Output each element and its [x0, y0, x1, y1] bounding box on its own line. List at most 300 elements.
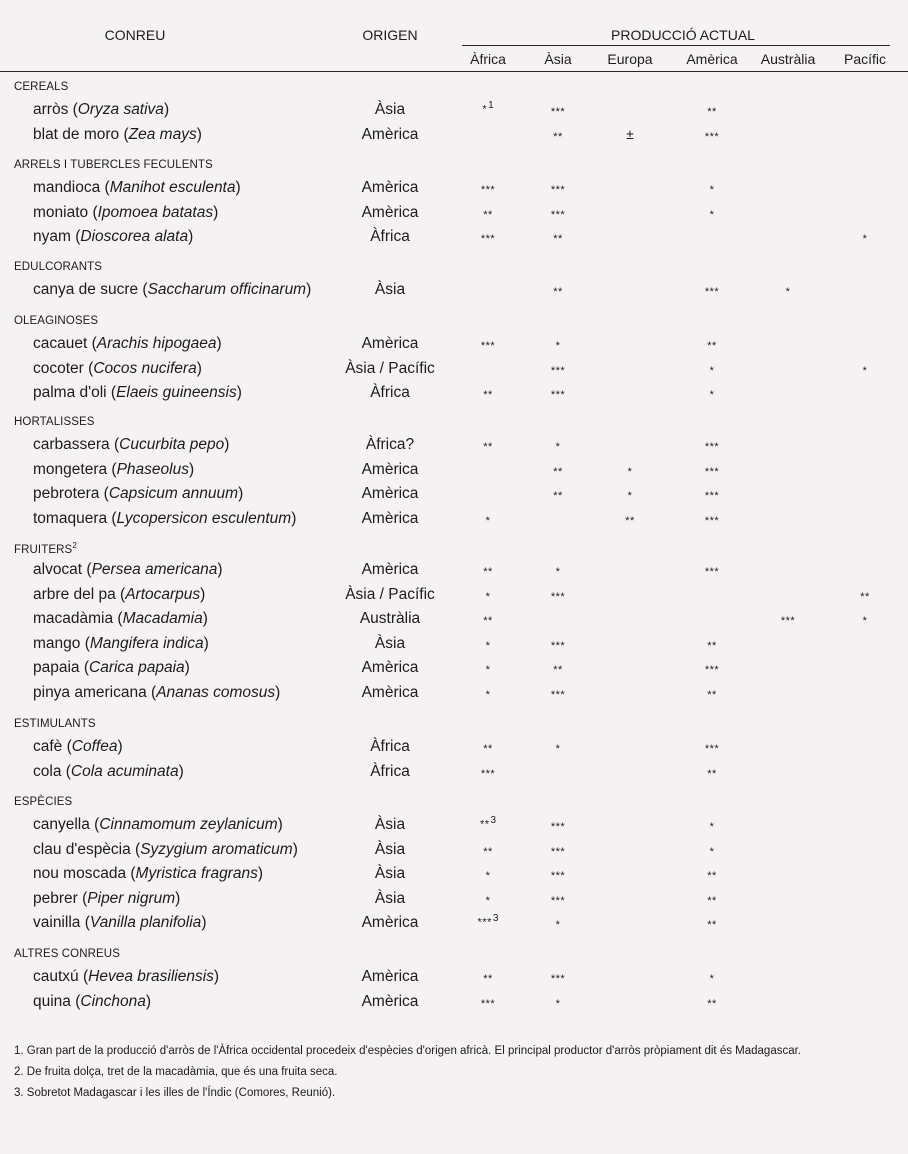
section-name: ESTIMULANTS: [14, 718, 96, 730]
production-rating: [626, 126, 634, 142]
crop-latin-name: Cinchona: [80, 992, 146, 1010]
rating-stars: *: [627, 465, 633, 478]
rating-stars: ***: [550, 208, 566, 221]
header-subrule: [462, 45, 890, 46]
production-rating: [483, 615, 493, 627]
crop-name: cocoter (Cocos nucifera): [33, 359, 202, 377]
crop-latin-name: Lycopersicon esculentum: [116, 509, 292, 527]
rating-stars: **: [483, 566, 493, 578]
production-rating: [556, 998, 561, 1010]
production-rating: [486, 664, 491, 676]
rating-stars: **: [707, 919, 717, 931]
crop-latin-name: Zea mays: [128, 125, 197, 143]
production-rating: [486, 895, 491, 907]
section-name: EDULCORANTS: [14, 261, 103, 273]
rating-stars: *: [709, 973, 715, 985]
crop-name: pinya americana (Ananas comosus): [33, 683, 281, 701]
crop-origin: Àsia: [374, 101, 406, 118]
production-rating: [551, 689, 565, 701]
crop-latin-name: Coffea: [71, 738, 118, 755]
footnote-1: 1. Gran part de la producció d'arròs de l'Àfrica occidental procedeix d'espècies d'origen africà. El principal productor d'arròs pròpiament dit és Madagascar.: [14, 1045, 802, 1057]
production-rating: [705, 515, 719, 527]
crop-origin: Àsia / Pacífic: [345, 585, 435, 603]
rating-stars: **: [553, 465, 563, 478]
rating-stars: **: [860, 590, 870, 603]
crop-common-name: cacauet: [33, 335, 88, 352]
production-rating: [860, 591, 870, 603]
crop-origin: Àfrica: [370, 738, 410, 755]
section-name: ARRELS I TUBERCLES FECULENTS: [14, 159, 213, 171]
crop-common-name: tomaquera: [33, 509, 108, 527]
rating-stars: ***: [704, 743, 720, 755]
production-rating: [553, 286, 563, 298]
crop-name: canyella (Cinnamomum zeylanicum): [33, 816, 283, 833]
section-name: ESPÈCIES: [14, 796, 73, 808]
crop-origin: Amèrica: [361, 659, 419, 676]
crop-origin: Amèrica: [361, 125, 419, 143]
rating-stars: *: [709, 364, 715, 377]
crop-latin-name: Saccharum officinarum: [147, 281, 307, 298]
production-rating: [481, 768, 495, 780]
crop-origin: Amèrica: [361, 335, 419, 352]
production-rating: [553, 466, 563, 478]
production-rating: [628, 490, 633, 502]
production-rating: [553, 233, 563, 245]
crop-common-name: clau d'espècia: [33, 840, 131, 858]
production-rating: [625, 515, 635, 527]
header-region-europa: Europa: [607, 51, 653, 67]
production-rating: [710, 389, 715, 401]
crop-latin-name: Ananas comosus: [156, 683, 276, 701]
production-rating: [705, 490, 719, 502]
production-rating: [553, 131, 563, 143]
crop-latin-name: Persea americana: [91, 561, 218, 578]
crop-latin-name: Hevea brasiliensis: [88, 968, 214, 985]
crop-origin: Amèrica: [361, 509, 419, 527]
crop-origin: Àsia / Pacífic: [345, 359, 435, 377]
crop-common-name: nyam: [33, 228, 71, 245]
rating-stars: **: [707, 340, 717, 352]
rating-stars: *: [709, 845, 715, 858]
rating-stars: **: [483, 441, 493, 453]
production-rating: [707, 895, 717, 907]
section-name: CEREALS: [14, 81, 69, 93]
rating-stars: ***: [550, 639, 566, 652]
production-rating: [551, 106, 565, 118]
crop-name: arròs (Oryza sativa): [33, 101, 170, 118]
crop-origin: Àsia: [374, 816, 406, 833]
rating-stars: ***: [550, 364, 566, 377]
production-rating: [863, 365, 868, 377]
production-rating: [551, 184, 565, 196]
rating-stars: ***: [550, 590, 566, 603]
crop-name: carbassera (Cucurbita pepo): [33, 436, 230, 453]
rating-stars: *: [485, 688, 491, 701]
crop-latin-name: Dioscorea alata: [80, 228, 189, 245]
crop-latin-name: Vanilla planifolia: [89, 914, 202, 931]
crop-common-name: cocoter: [33, 359, 84, 377]
crop-origin: Amèrica: [361, 992, 419, 1010]
production-rating: [551, 209, 565, 221]
crop-origin: Amèrica: [361, 203, 419, 221]
production-rating: [551, 365, 565, 377]
rating-stars: ***: [704, 130, 720, 143]
crop-name: nyam (Dioscorea alata): [33, 228, 194, 245]
section-label: [14, 315, 98, 327]
crop-latin-name: Oryza sativa: [77, 101, 164, 118]
production-rating: [710, 821, 715, 833]
crop-name: canya de sucre (Saccharum officinarum): [33, 281, 312, 298]
production-rating: [705, 566, 719, 578]
production-rating: [483, 389, 493, 401]
crop-origin: Àfrica: [370, 384, 410, 401]
crop-common-name: cautxú: [33, 968, 79, 985]
rating-stars: ***: [704, 286, 720, 298]
section-label: [14, 159, 213, 171]
section-label: [14, 948, 120, 960]
crop-latin-name: Elaeis guineensis: [116, 384, 237, 401]
production-rating: [551, 640, 565, 652]
crop-latin-name: Syzygium aromaticum: [140, 840, 293, 858]
rating-stars: ***: [550, 184, 566, 196]
production-rating: [481, 184, 495, 196]
rating-stars: *: [555, 566, 561, 578]
crop-latin-name: Manihot esculenta: [109, 179, 236, 196]
header-rule: [0, 71, 908, 72]
rating-stars: ***: [704, 514, 720, 527]
section-label: [14, 81, 68, 93]
production-rating: [556, 566, 561, 578]
section-label: [14, 541, 77, 556]
production-rating: [486, 515, 491, 527]
production-rating: [551, 591, 565, 603]
section-name: HORTALISSES: [14, 416, 95, 428]
rating-stars: **: [625, 514, 635, 527]
production-rating: [486, 640, 491, 652]
crop-common-name: alvocat: [33, 561, 83, 578]
production-rating: [556, 441, 561, 453]
rating-stars: **: [483, 973, 493, 985]
rating-stars: **: [553, 130, 563, 143]
rating-stars: *: [485, 514, 491, 527]
crop-name: macadàmia (Macadamia): [33, 610, 208, 627]
production-rating: [556, 919, 561, 931]
crop-latin-name: Ipomoea batatas: [97, 203, 214, 221]
rating-stars: *: [627, 490, 633, 502]
crop-name: quina (Cinchona): [33, 992, 152, 1010]
production-rating: [556, 340, 561, 352]
crop-latin-name: Carica papaia: [89, 659, 185, 676]
crop-common-name: carbassera: [33, 436, 110, 453]
rating-stars: *: [709, 184, 715, 196]
crop-origin: Amèrica: [361, 485, 419, 502]
production-rating: [482, 100, 493, 116]
production-rating: [707, 340, 717, 352]
footnote-ref: 2: [72, 541, 77, 550]
crop-common-name: macadàmia: [33, 610, 114, 627]
rating-stars: ***: [704, 566, 720, 578]
crop-latin-name: Cinnamomum zeylanicum: [99, 816, 278, 833]
crop-name: mango (Mangifera indica): [33, 634, 209, 652]
crop-common-name: cola: [33, 762, 62, 780]
production-rating: [483, 441, 493, 453]
crop-origin: Amèrica: [361, 683, 419, 701]
rating-stars: ***: [480, 997, 496, 1010]
crop-latin-name: Piper nigrum: [87, 889, 176, 907]
rating-stars: **: [553, 490, 563, 502]
production-rating: [551, 821, 565, 833]
header-region-africa: Àfrica: [470, 51, 506, 67]
rating-stars: ***: [704, 664, 720, 676]
crop-name: papaia (Carica papaia): [33, 659, 190, 676]
rating-stars: **: [483, 208, 493, 221]
rating-stars: ***: [480, 767, 496, 780]
crop-common-name: cafè: [33, 738, 63, 755]
rating-stars: **: [707, 106, 717, 118]
crop-name: cafè (Coffea): [33, 738, 123, 755]
production-rating: [707, 919, 717, 931]
crop-common-name: nou moscada: [33, 865, 127, 882]
production-rating: [863, 233, 868, 245]
header-region-asia: Àsia: [544, 51, 572, 67]
crop-common-name: palma d'oli: [33, 384, 107, 401]
production-rating: [705, 286, 719, 298]
production-rating: [551, 973, 565, 985]
production-rating: [705, 743, 719, 755]
production-rating: [553, 664, 563, 676]
crop-origin: Àsia: [374, 634, 406, 652]
footnote-3: 3. Sobretot Madagascar i les illes de l'Índic (Comores, Reunió).: [14, 1087, 336, 1099]
crop-origin: Amèrica: [361, 914, 419, 931]
production-rating: [710, 973, 715, 985]
crop-latin-name: Artocarpus: [125, 585, 201, 603]
crop-name: tomaquera (Lycopersicon esculentum): [33, 509, 297, 527]
production-rating: [483, 209, 493, 221]
header-produccio: PRODUCCIÓ ACTUAL: [611, 27, 755, 43]
rating-stars: **: [483, 389, 493, 401]
production-rating: [483, 846, 493, 858]
production-rating: [551, 870, 565, 882]
footnote-ref: 3: [492, 913, 499, 924]
rating-stars: **: [707, 870, 717, 882]
crop-origin: Amèrica: [361, 968, 419, 985]
production-rating: [705, 131, 719, 143]
rating-stars: ***: [550, 106, 566, 118]
crop-origin: Amèrica: [361, 179, 419, 196]
crop-latin-name: Capsicum annuum: [108, 485, 239, 502]
footnote-ref: 1: [488, 100, 494, 111]
rating-stars: *: [485, 639, 491, 652]
rating-stars: *: [862, 233, 868, 245]
crop-common-name: mandioca: [33, 179, 101, 196]
crop-name: palma d'oli (Elaeis guineensis): [33, 384, 242, 401]
rating-stars: **: [483, 615, 493, 627]
crop-name: pebrer (Piper nigrum): [33, 889, 181, 907]
crop-common-name: quina: [33, 992, 71, 1010]
production-rating: [707, 870, 717, 882]
crop-common-name: arbre del pa: [33, 585, 116, 603]
rating-stars: ***: [550, 389, 566, 401]
rating-stars: *: [862, 364, 868, 377]
rating-stars: *: [555, 997, 561, 1010]
rating-stars: *: [785, 286, 791, 298]
rating-stars: **: [553, 664, 563, 676]
crop-origin: Àsia: [374, 281, 406, 298]
crop-latin-name: Mangifera indica: [89, 634, 204, 652]
crop-origin: Àfrica: [370, 762, 410, 780]
rating-stars: ***: [704, 465, 720, 478]
crop-latin-name: Phaseolus: [116, 460, 189, 478]
crop-common-name: arròs: [33, 101, 69, 118]
rating-stars: ***: [780, 615, 796, 627]
crop-name: vainilla (Vanilla planifolia): [33, 914, 207, 931]
crop-name: nou moscada (Myristica fragrans): [33, 865, 264, 882]
crop-common-name: vainilla: [33, 914, 81, 931]
section-label: [14, 261, 102, 273]
production-rating: [551, 895, 565, 907]
production-rating: [486, 689, 491, 701]
production-rating: [710, 209, 715, 221]
production-rating: [486, 591, 491, 603]
crop-name: mongetera (Phaseolus): [33, 460, 195, 478]
crop-name: pebrotera (Capsicum annuum): [33, 485, 244, 502]
production-rating: [478, 913, 499, 929]
crop-common-name: moniato: [33, 203, 89, 221]
rating-stars: ***: [704, 441, 720, 453]
section-name: FRUITERS: [14, 543, 73, 556]
production-rating: [556, 743, 561, 755]
crop-name: moniato (Ipomoea batatas): [33, 203, 219, 221]
rating-stars: **: [707, 894, 717, 907]
production-rating: [481, 998, 495, 1010]
header-region-america: Amèrica: [686, 51, 738, 67]
production-rating: [710, 846, 715, 858]
rating-stars: ***: [550, 688, 566, 701]
section-name: OLEAGINOSES: [14, 315, 99, 327]
crop-common-name: canyella: [33, 816, 90, 833]
rating-stars: **: [707, 688, 717, 701]
production-rating: [705, 441, 719, 453]
crop-latin-name: Arachis hipogaea: [96, 335, 217, 352]
rating-stars: **: [479, 818, 490, 831]
header-conreu: CONREU: [104, 27, 166, 43]
production-rating: [705, 466, 719, 478]
section-label: [14, 718, 96, 730]
footnote-ref: 3: [490, 815, 497, 826]
rating-stars: **: [553, 286, 563, 298]
production-rating: [707, 106, 717, 118]
rating-stars: ***: [477, 916, 492, 929]
section-label: [14, 416, 95, 428]
rating-stars: ***: [480, 233, 496, 245]
crop-latin-name: Cucurbita pepo: [119, 436, 225, 453]
crop-common-name: pinya americana: [33, 683, 147, 701]
crop-origin: Amèrica: [361, 460, 419, 478]
rating-stars: *: [555, 340, 561, 352]
rating-stars: ***: [550, 845, 566, 858]
rating-stars: **: [707, 639, 717, 652]
production-rating: [553, 490, 563, 502]
header-region-australia: Austràlia: [760, 51, 816, 67]
rating-stars: *: [862, 615, 868, 627]
production-rating: [707, 998, 717, 1010]
section-label: [14, 796, 72, 808]
rating-stars: *: [485, 870, 491, 882]
crop-common-name: blat de moro: [33, 125, 120, 143]
crop-origin: Àfrica?: [365, 436, 415, 453]
rating-stars: *: [555, 441, 561, 453]
rating-stars: **: [483, 845, 493, 858]
crop-name: blat de moro (Zea mays): [33, 125, 202, 143]
crop-origin: Àfrica: [370, 228, 410, 245]
production-rating: [483, 743, 493, 755]
crop-latin-name: Cola acuminata: [70, 762, 179, 780]
header-origen: ORIGEN: [362, 27, 418, 43]
rating-stars: *: [709, 389, 715, 401]
crop-common-name: pebrer: [33, 889, 78, 907]
header-region-pacific: Pacífic: [843, 51, 887, 67]
rating-stars: **: [707, 997, 717, 1010]
production-rating: [480, 815, 496, 831]
section-name: ALTRES CONREUS: [14, 948, 120, 960]
rating-stars: ***: [480, 340, 496, 352]
crop-common-name: pebrotera: [33, 485, 100, 502]
rating-stars: ±: [626, 125, 634, 142]
rating-stars: ***: [550, 821, 566, 833]
crop-latin-name: Macadamia: [122, 610, 203, 627]
rating-stars: *: [555, 743, 561, 755]
production-rating: [705, 664, 719, 676]
rating-stars: *: [485, 894, 491, 907]
production-rating: [483, 566, 493, 578]
crop-name: clau d'espècia (Syzygium aromaticum): [33, 840, 298, 858]
crop-name: cola (Cola acuminata): [33, 762, 184, 780]
production-rating: [863, 615, 868, 627]
production-rating: [481, 340, 495, 352]
production-rating: [710, 184, 715, 196]
crop-name: arbre del pa (Artocarpus): [33, 585, 206, 603]
crop-common-name: papaia: [33, 659, 80, 676]
production-rating: [481, 233, 495, 245]
rating-stars: *: [709, 821, 715, 833]
crop-latin-name: Cocos nucifera: [93, 359, 197, 377]
production-rating: [628, 466, 633, 478]
production-rating: [486, 870, 491, 882]
rating-stars: ***: [550, 870, 566, 882]
rating-stars: *: [709, 208, 715, 221]
crop-latin-name: Myristica fragrans: [135, 865, 258, 882]
rating-stars: ***: [550, 894, 566, 907]
crop-name: alvocat (Persea americana): [33, 561, 223, 578]
production-rating: [707, 689, 717, 701]
rating-stars: *: [485, 664, 491, 676]
crop-common-name: mango: [33, 634, 81, 652]
rating-stars: ***: [704, 490, 720, 502]
production-rating: [786, 286, 791, 298]
crop-origin: Amèrica: [361, 561, 419, 578]
rating-stars: **: [483, 743, 493, 755]
crop-name: cacauet (Arachis hipogaea): [33, 335, 222, 352]
production-rating: [710, 365, 715, 377]
crop-origin: Àsia: [374, 889, 406, 907]
rating-stars: ***: [550, 973, 566, 985]
crop-common-name: canya de sucre: [33, 281, 139, 298]
production-rating: [707, 640, 717, 652]
crop-common-name: mongetera: [33, 460, 108, 478]
production-rating: [483, 973, 493, 985]
rating-stars: **: [553, 233, 563, 245]
production-rating: [781, 615, 795, 627]
